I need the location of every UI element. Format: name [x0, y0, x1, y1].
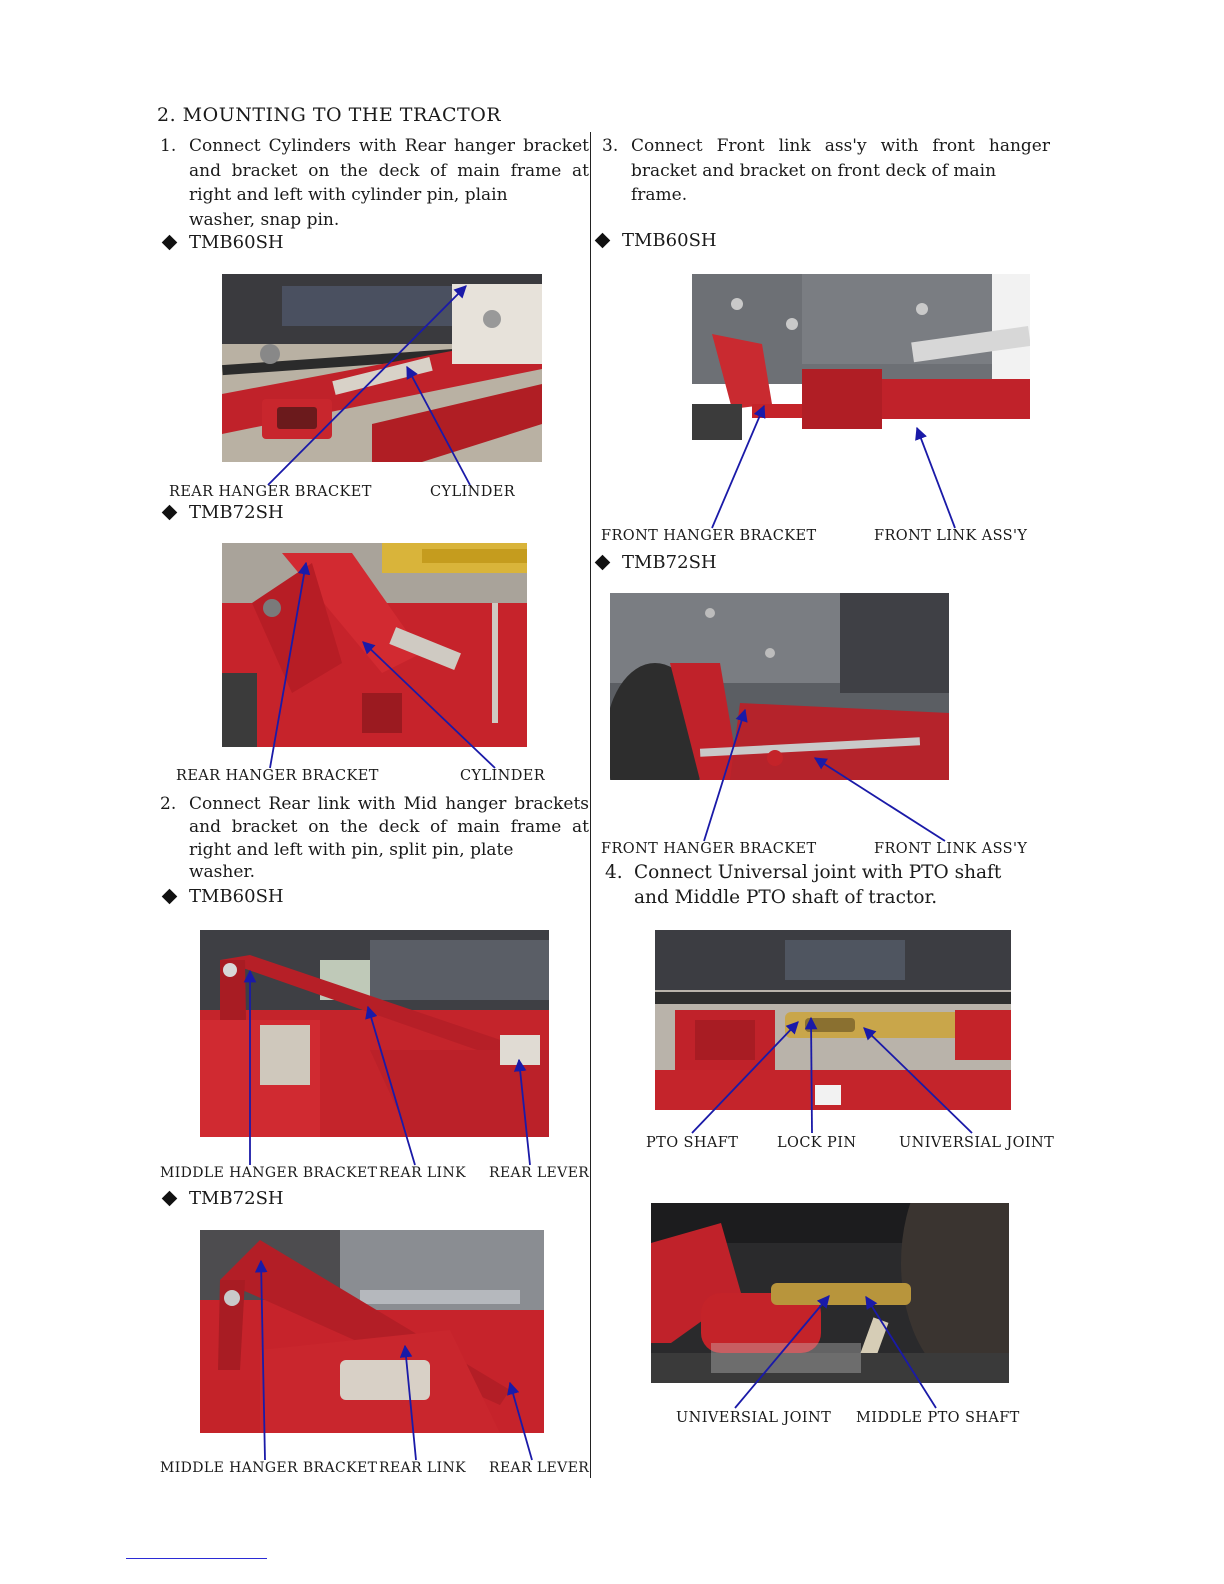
label-pto-shaft: PTO SHAFT	[646, 1135, 739, 1151]
label-middle-hanger-bracket-2: MIDDLE HANGER BRACKET	[160, 1460, 378, 1476]
photo-rear-link-tmb72sh-art	[200, 1230, 544, 1433]
label-middle-hanger-bracket-1: MIDDLE HANGER BRACKET	[160, 1165, 378, 1181]
label-rear-lever-1: REAR LEVER	[489, 1165, 590, 1181]
step-1-number: 1.	[160, 136, 177, 156]
label-rear-lever-2: REAR LEVER	[489, 1460, 590, 1476]
step-1-text: Connect Cylinders with Rear hanger bracket and bracket on the deck of main frame at right and left with cylinder pin, plain	[189, 136, 589, 205]
model-heading-tmb60sh: TMB60SH	[160, 232, 284, 253]
photo-rear-hanger-tmb60sh-art	[222, 274, 542, 462]
step-1-text-end: washer, snap pin.	[189, 209, 340, 230]
diamond-bullet-icon	[595, 554, 611, 570]
photo-rear-hanger-tmb72sh-art	[222, 543, 527, 747]
label-universal-joint-2: UNIVERSIAL JOINT	[676, 1410, 832, 1426]
step-3-text: Connect Front link ass'y with front hanger bracket and bracket on front deck of main	[631, 136, 1050, 181]
label-rear-hanger-bracket-2: REAR HANGER BRACKET	[176, 768, 379, 784]
step-1	[160, 134, 589, 232]
step-2-text: Connect Rear link with Mid hanger brackets and bracket on the deck of main frame at right and left with pin, split pin, plate	[189, 794, 589, 860]
photo-rear-link-tmb72sh	[200, 1230, 544, 1433]
photo-rear-hanger-tmb60sh	[222, 274, 542, 462]
model-heading-tmb60sh-3: TMB60SH	[593, 230, 717, 251]
diamond-bullet-icon	[162, 504, 178, 520]
step-2-number: 2.	[160, 794, 177, 814]
label-lock-pin: LOCK PIN	[777, 1135, 857, 1151]
diamond-bullet-icon	[162, 888, 178, 904]
diamond-bullet-icon	[162, 1190, 178, 1206]
photo-rear-link-tmb60sh	[200, 930, 549, 1137]
section-title: 2. MOUNTING TO THE TRACTOR	[157, 104, 502, 126]
photo-front-hanger-tmb60sh-art	[692, 274, 1030, 440]
photo-rear-link-tmb60sh-art	[200, 930, 549, 1137]
label-universal-joint-1: UNIVERSIAL JOINT	[899, 1135, 1055, 1151]
step-3-number: 3.	[602, 136, 619, 156]
label-rear-hanger-bracket-1: REAR HANGER BRACKET	[169, 484, 372, 500]
photo-middle-pto-shaft	[651, 1203, 1009, 1383]
model-heading-tmb72sh-2: TMB72SH	[160, 1188, 284, 1209]
step-4-number: 4.	[605, 862, 623, 883]
label-cylinder-1: CYLINDER	[430, 484, 516, 500]
photo-front-hanger-tmb72sh	[610, 593, 949, 780]
step-2-text-end: washer.	[189, 862, 256, 883]
step-4-text-end: and Middle PTO shaft of tractor.	[634, 886, 938, 908]
model-heading-tmb72sh-3: TMB72SH	[593, 552, 717, 573]
step-3	[602, 134, 1050, 208]
label-middle-pto-shaft: MIDDLE PTO SHAFT	[856, 1410, 1020, 1426]
photo-middle-pto-shaft-art	[651, 1203, 1009, 1383]
label-cylinder-2: CYLINDER	[460, 768, 546, 784]
photo-front-hanger-tmb60sh	[692, 274, 1030, 440]
label-rear-link-1: REAR LINK	[379, 1165, 466, 1181]
photo-pto-shaft-art	[655, 930, 1011, 1110]
photo-pto-shaft	[655, 930, 1011, 1110]
label-front-link-assy-2: FRONT LINK ASS'Y	[874, 841, 1028, 857]
arrow-front-link-1	[917, 428, 955, 528]
label-front-hanger-bracket-1: FRONT HANGER BRACKET	[601, 528, 817, 544]
diamond-bullet-icon	[595, 232, 611, 248]
model-heading-tmb60sh-2: TMB60SH	[160, 886, 284, 907]
column-divider	[590, 132, 591, 1478]
step-3-text-end: frame.	[631, 185, 688, 205]
step-4	[605, 861, 1050, 910]
footnote-rule	[126, 1558, 267, 1559]
diamond-bullet-icon	[162, 234, 178, 250]
photo-rear-hanger-tmb72sh	[222, 543, 527, 747]
step-2	[160, 793, 589, 884]
label-front-hanger-bracket-2: FRONT HANGER BRACKET	[601, 841, 817, 857]
step-4-text: Connect Universal joint with PTO shaft	[634, 862, 1002, 883]
label-front-link-assy-1: FRONT LINK ASS'Y	[874, 528, 1028, 544]
model-heading-tmb72sh: TMB72SH	[160, 502, 284, 523]
photo-front-hanger-tmb72sh-art	[610, 593, 949, 780]
label-rear-link-2: REAR LINK	[379, 1460, 466, 1476]
